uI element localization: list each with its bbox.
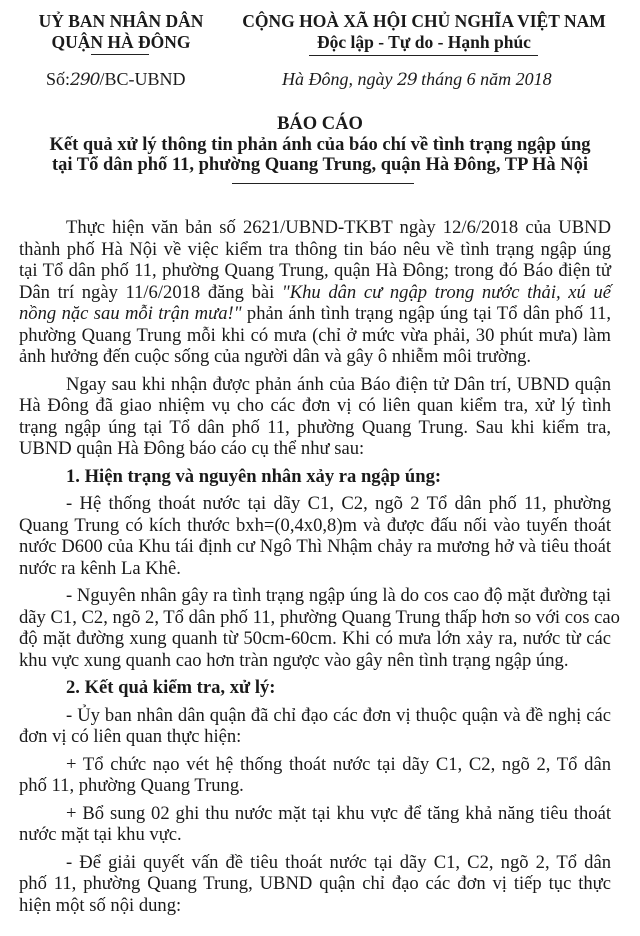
text-line: 2. Kết quả kiểm tra, xử lý: <box>66 677 276 698</box>
text-line: thành phố Hà Nội về việc kiểm tra thông tin báo nêu về tình trạng ngập úng <box>19 238 611 260</box>
text-line: phố 11, phường Quang Trung. <box>19 775 244 796</box>
paragraph <box>19 705 611 748</box>
text-line: + Bổ sung 02 ghi thu nước mặt tại khu vực để tăng khả năng tiêu thoát <box>66 802 611 824</box>
text-line: nước D600 của Khu tái định cư Ngô Thì Nhậm chảy ra mương hở và tiêu thoát <box>19 536 611 557</box>
agency-line-1: UỶ BAN NHÂN DÂN <box>38 11 204 31</box>
paragraph <box>19 493 611 579</box>
number-suffix: /BC-UBND <box>99 69 186 89</box>
text-line: dãy C1, C2, ngõ 2, Tổ dân phố 11, phường Quang Trung thấp hơn so với cos cao <box>19 606 620 628</box>
number-prefix: Số: <box>46 69 71 89</box>
agency-underline <box>91 54 149 55</box>
text-line: - Để giải quyết vấn đề tiêu thoát nước tại dãy C1, C2, ngõ 2, Tổ dân <box>66 851 611 873</box>
quoted-article-title: nồng nặc sau mỗi trận mưa!" <box>19 303 242 324</box>
section-heading <box>19 466 611 488</box>
agency-line-2: QUẬN HÀ ĐÔNG <box>51 32 191 52</box>
paragraph <box>19 803 611 846</box>
motto: Độc lập - Tự do - Hạnh phúc <box>317 32 531 52</box>
section-heading <box>19 677 611 699</box>
text-line: độ mặt đường xung quanh từ 50cm-60cm. Khi có mưa lớn xảy ra, nước từ các <box>19 628 611 649</box>
date-prefix: Hà Đông, ngày <box>282 69 397 89</box>
text-line <box>19 282 611 304</box>
text-line: Thực hiện văn bản số 2621/UBND-TKBT ngày 12/6/2018 của UBND <box>66 217 611 238</box>
subtitle-line-1: Kết quả xử lý thông tin phản ánh của báo chí về tình trạng ngập úng <box>49 134 591 155</box>
text-line: trạng ngập úng tại Tổ dân phố 11, phường Quang Trung. Sau khi kiểm tra, <box>19 416 611 438</box>
text-line: UBND quận Hà Đông báo cáo cụ thể như sau: <box>19 438 365 459</box>
paragraph <box>19 754 611 797</box>
quoted-article-title: "Khu dân cư ngập trong nước thải, xú uế <box>281 281 611 303</box>
text-line: hiện một số nội dung: <box>19 894 182 916</box>
text-line: khu vực xung quanh cao hơn tràn ngược vào gây nên tình trạng ngập úng. <box>19 649 569 671</box>
text-line: phố 11, phường Quang Trung, UBND quận chỉ đạo các đơn vị tiếp tục thực <box>19 873 611 894</box>
text-line: + Tổ chức nạo vét hệ thống thoát nước tại dãy C1, C2, ngõ 2, Tổ dân <box>66 753 611 775</box>
text-line: nước ra kênh La Khê. <box>19 557 181 579</box>
text-line: phường Quang Trung mỗi khi có mưa (chỉ ở mức vừa phải, 30 phút mưa) làm <box>19 324 611 346</box>
document-body <box>19 217 620 916</box>
text-line: 1. Hiện trạng và nguyên nhân xảy ra ngập úng: <box>66 465 442 487</box>
document-date <box>282 69 552 90</box>
text-line: - Hệ thống thoát nước tại dãy C1, C2, ngõ 2 Tổ dân phố 11, phường <box>66 493 611 514</box>
text-segment: phản ánh tình trạng ngập úng tại Tổ dân phố 11, <box>241 303 612 324</box>
paragraph <box>19 374 611 460</box>
text-line: Hà Đông đã giao nhiệm vụ cho các đơn vị có liên quan kiểm tra, xử lý tình <box>19 395 611 416</box>
text-line: tại Tổ dân phố 11, phường Quang Trung, quận Hà Đông; trong đó Báo điện tử <box>19 260 611 281</box>
text-line <box>19 303 611 325</box>
national-motto <box>236 11 612 53</box>
text-line: Quang Trung có kích thước bxh=(0,4x0,8)m và được đấu nối vào tuyến thoát <box>19 514 611 536</box>
handwritten-day: 29 <box>397 70 417 90</box>
document-title <box>0 114 640 176</box>
text-segment: Dân trí ngày 11/6/2018 đăng bài <box>19 281 282 303</box>
text-line: Ngay sau khi nhận được phản ánh của Báo điện tử Dân trí, UBND quận <box>66 373 611 395</box>
country-name: CỘNG HOÀ XÃ HỘI CHỦ NGHĨA VIỆT NAM <box>242 11 606 31</box>
issuing-agency <box>20 11 222 53</box>
paragraph <box>19 852 611 917</box>
paragraph <box>19 217 611 368</box>
motto-underline <box>309 55 538 56</box>
text-line: - Ủy ban nhân dân quận đã chỉ đạo các đơn vị thuộc quận và đề nghị các <box>66 704 611 726</box>
title-underline <box>232 183 414 184</box>
text-line: - Nguyên nhân gây ra tình trạng ngập úng là do cos cao độ mặt đường tại <box>66 585 611 606</box>
document-number <box>46 69 185 90</box>
text-line: nước mặt tại khu vực. <box>19 824 182 845</box>
text-line: ảnh hưởng đến cuộc sống của người dân và gây ô nhiễm môi trường. <box>19 346 532 367</box>
subtitle-line-2: tại Tổ dân phố 11, phường Quang Trung, quận Hà Đông, TP Hà Nội <box>51 155 589 175</box>
handwritten-number: 290 <box>70 70 100 90</box>
date-suffix: tháng 6 năm 2018 <box>416 69 552 89</box>
title-main: BÁO CÁO <box>277 114 363 134</box>
text-line: đơn vị có liên quan thực hiện: <box>19 726 242 747</box>
paragraph <box>19 585 620 671</box>
